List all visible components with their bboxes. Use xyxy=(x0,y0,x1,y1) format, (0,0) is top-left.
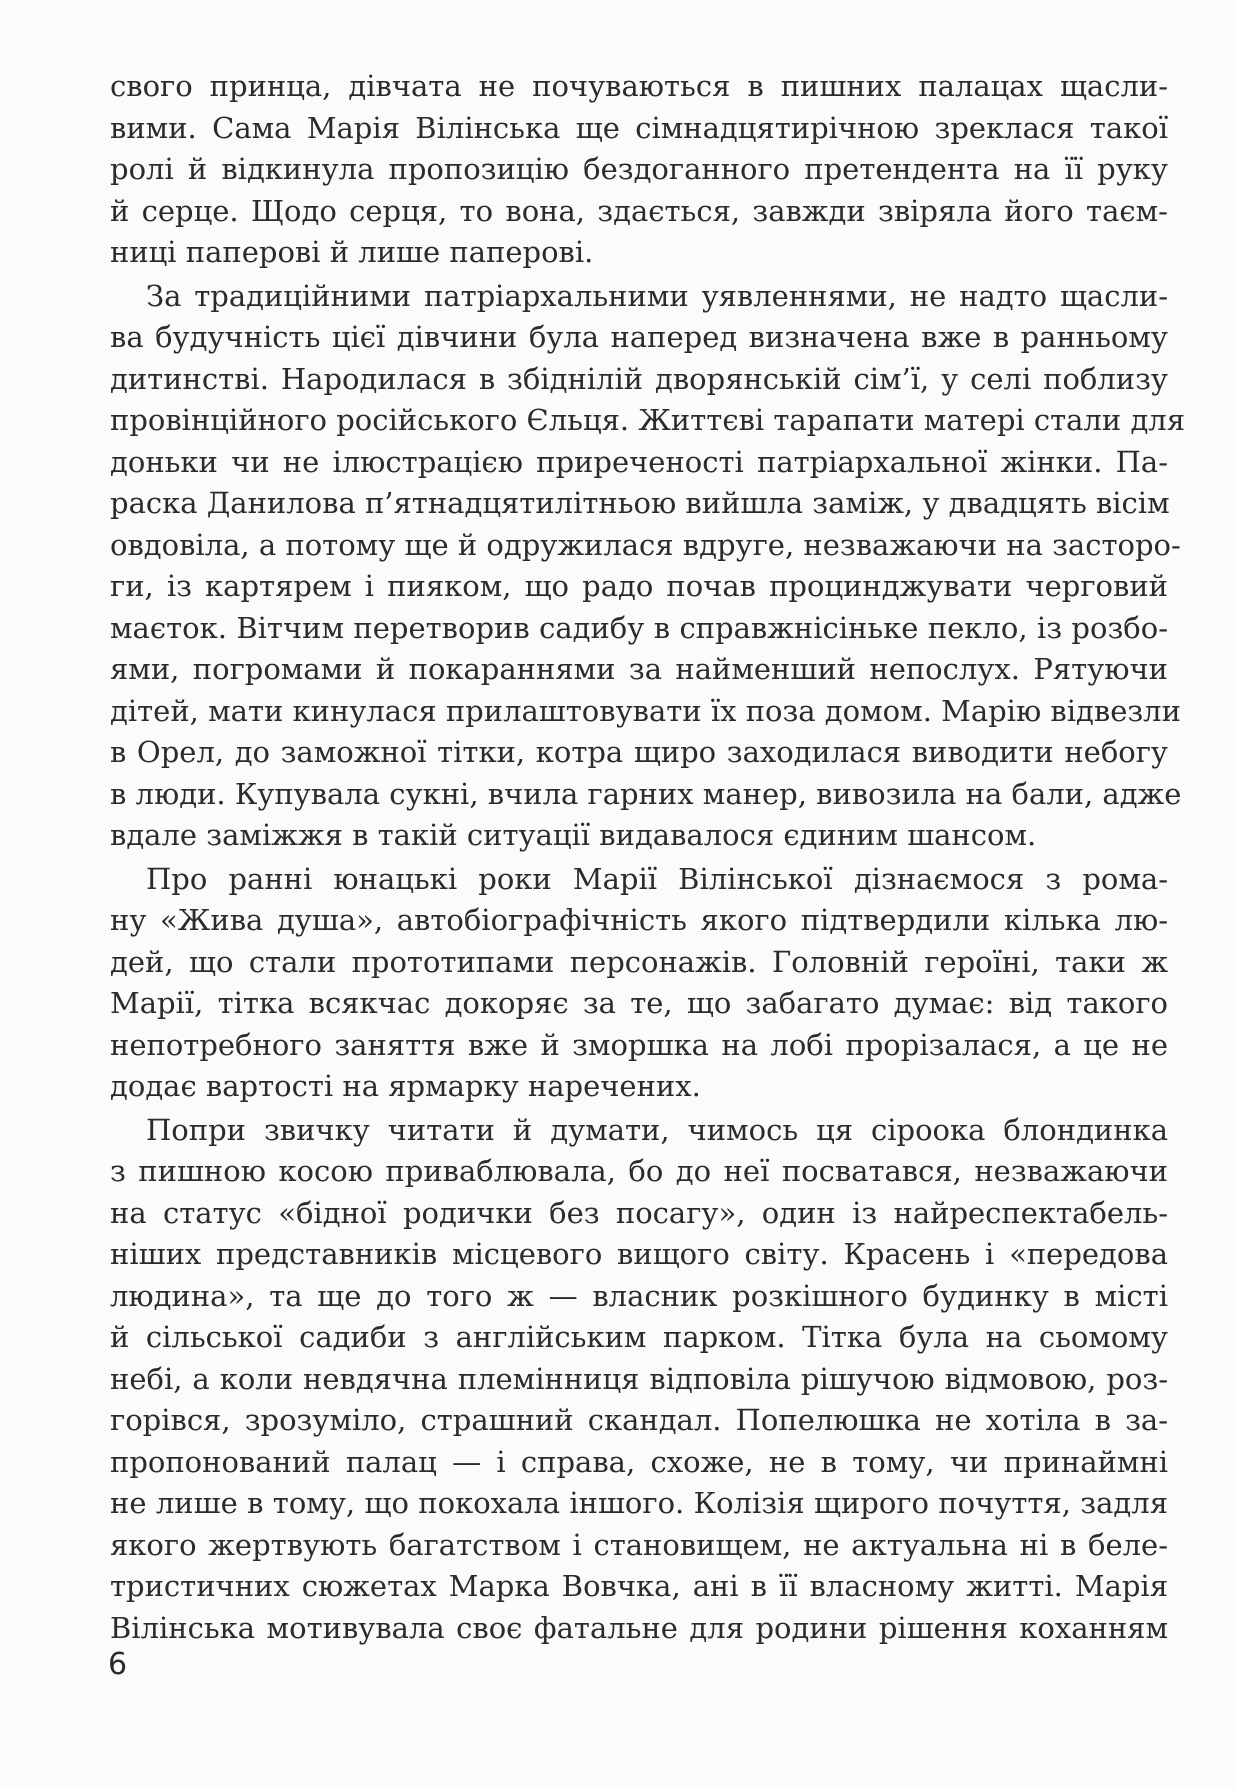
text-line: провінційного російського Єльця. Життєві тарапати матері стали для xyxy=(110,403,1186,437)
text-line: на статус «бідної родички без посагу», один із найреспектабель- xyxy=(110,1195,1168,1230)
text-line: вдале заміжжя в такій ситуації видавалося єдиним шансом. xyxy=(110,818,1037,852)
text-line: ва будучність цієї дівчини була наперед визначена вже в ранньому xyxy=(110,320,1168,354)
text-line: свого принца, дівчата не почуваються в пишних палацах щасли- xyxy=(110,69,1168,103)
paragraph xyxy=(110,1110,1168,1650)
text-line: дей, що стали прототипами персонажів. Головній героїні, таки ж xyxy=(110,944,1168,979)
text-line: горівся, зрозуміло, страшний скандал. Попелюшка не хотіла в за- xyxy=(110,1403,1168,1437)
text-line: ніших представників місцевого вищого світу. Красень і «передова xyxy=(110,1237,1168,1271)
text-line: додає вартості на ярмарку наречених. xyxy=(110,1069,701,1103)
text-line: дитинстві. Народилася в збіднілій дворянській сім’ї, у селі поблизу xyxy=(110,361,1168,396)
page-number: 6 xyxy=(108,1647,128,1682)
text-line: Вілінська мотивувала своє фатальне для родини рішення коханням xyxy=(110,1610,1168,1645)
text-line: Марії, тітка всякчас докоряє за те, що забагато думає: від такого xyxy=(110,986,1168,1020)
text-line: тристичних сюжетах Марка Вовчка, ані в її власному житті. Марія xyxy=(110,1569,1168,1603)
text-line: ну «Жива душа», автобіографічність якого підтвердили кілька лю- xyxy=(110,903,1168,937)
text-line: й сільської садиби з англійським парком. Тітка була на сьомому xyxy=(110,1320,1168,1354)
text-line: не лише в тому, що покохала іншого. Колізія щирого почуття, задля xyxy=(110,1486,1168,1520)
text-line: людина», та ще до того ж — власник розкішного будинку в місті xyxy=(110,1278,1168,1313)
text-line: непотребного заняття вже й зморшка на лобі прорізалася, а це не xyxy=(110,1027,1168,1062)
text-line: ями, погромами й покараннями за найменший непослух. Рятуючи xyxy=(110,652,1168,686)
text-line: Попри звичку читати й думати, чимось ця сіроока блондинка xyxy=(146,1112,1168,1147)
text-line: маєток. Вітчим перетворив садибу в справжнісіньке пекло, із розбо- xyxy=(110,610,1168,645)
text-line: раска Данилова п’ятнадцятилітньою вийшла заміж, у двадцять вісім xyxy=(110,486,1170,520)
text-line: й серце. Щодо серця, то вона, здається, завжди звіряла його таєм- xyxy=(110,193,1168,228)
text-line: ниці паперові й лише паперові. xyxy=(110,235,594,269)
paragraph xyxy=(110,859,1168,1108)
text-line: овдовіла, а потому ще й одружилася вдруге, незважаючи на засторо- xyxy=(110,527,1181,562)
text-line: За традиційними патріархальними уявленнями, не надто щасли- xyxy=(146,278,1168,313)
text-line: Про ранні юнацькі роки Марії Вілінської дізнаємося з рома- xyxy=(146,861,1168,896)
text-line: в Орел, до заможної тітки, котра щиро заходилася виводити небогу xyxy=(110,735,1168,769)
text-line: вими. Сама Марія Вілінська ще сімнадцятирічною зреклася такої xyxy=(110,110,1168,145)
body-text xyxy=(110,66,1186,1651)
text-line: ролі й відкинула пропозицію бездоганного претендента на її руку xyxy=(110,152,1168,186)
text-line: в люди. Купувала сукні, вчила гарних манер, вивозила на бали, адже xyxy=(110,776,1182,811)
text-line: з пишною косою приваблювала, бо до неї посватався, незважаючи xyxy=(110,1154,1168,1188)
text-line: якого жертвують багатством і становищем, не актуальна ні в беле- xyxy=(110,1527,1168,1562)
text-line: дітей, мати кинулася прилаштовувати їх поза домом. Марію відвезли xyxy=(110,693,1181,728)
paragraph xyxy=(110,66,1168,274)
text-line: ги, із картярем і пияком, що радо почав процинджувати черговий xyxy=(110,569,1168,603)
paragraph xyxy=(110,276,1186,857)
text-line: пропонований палац — і справа, схоже, не в тому, чи принаймні xyxy=(110,1444,1168,1479)
text-line: небі, а коли невдячна племінниця відповіла рішучою відмовою, роз- xyxy=(110,1361,1168,1396)
text-line: доньки чи не ілюстрацією приреченості патріархальної жінки. Па- xyxy=(110,444,1168,479)
